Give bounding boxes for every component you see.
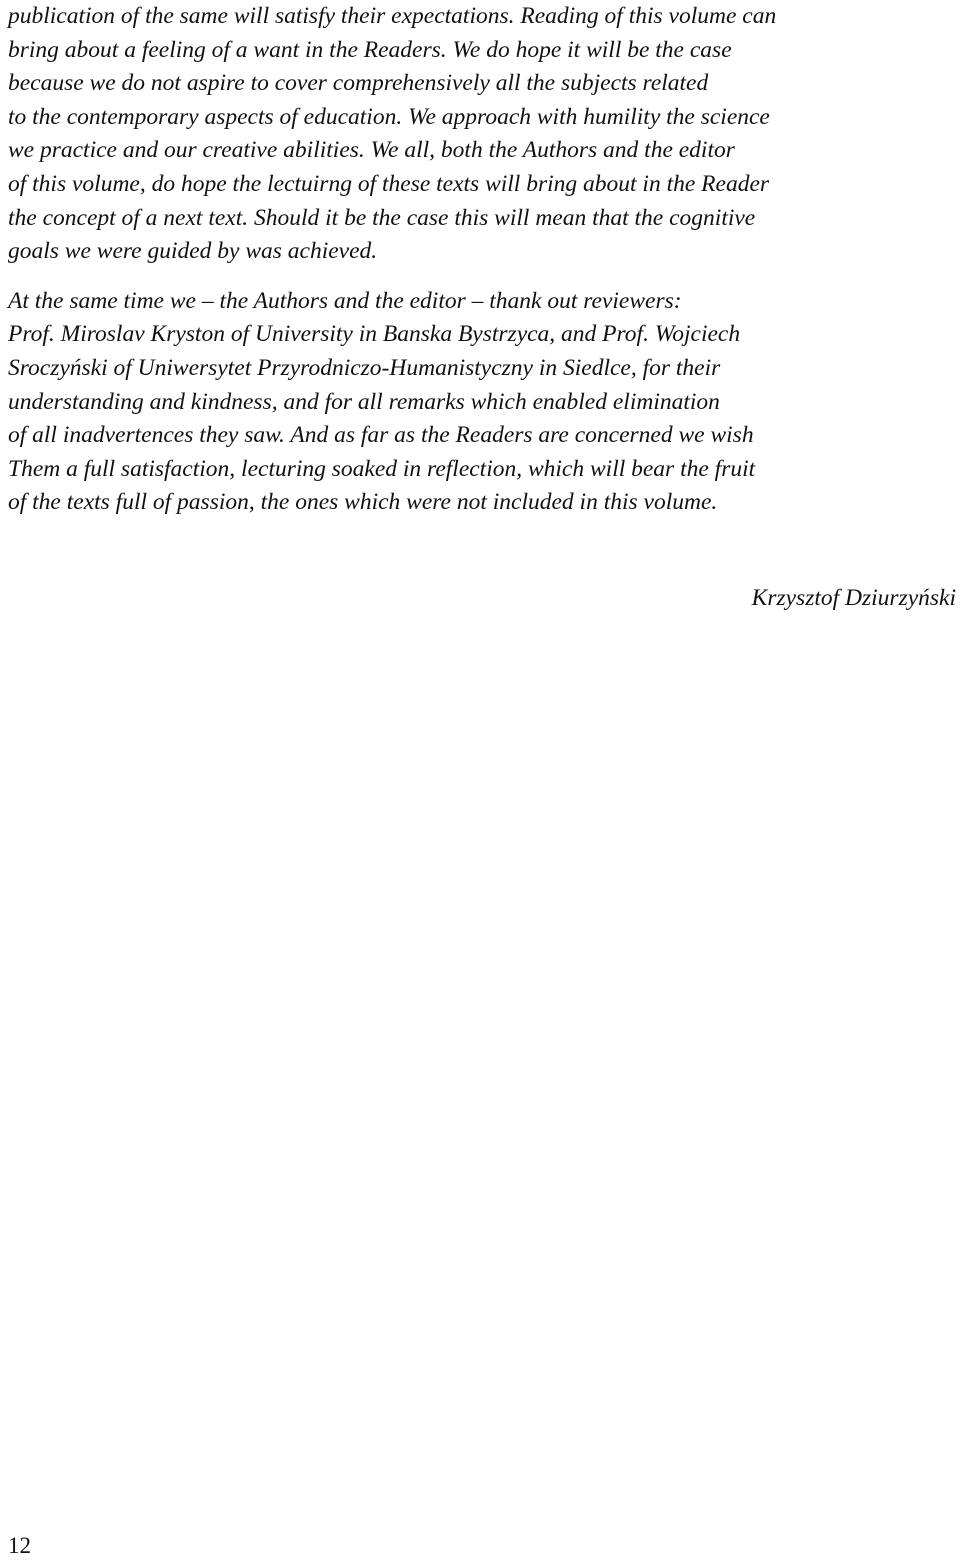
text-line: bring about a feeling of a want in the Readers. We do hope it will be the case bbox=[8, 36, 732, 63]
text-line: Sroczyński of Uniwersytet Przyrodniczo-Humanistyczny in Siedlce, for their bbox=[8, 354, 721, 381]
text-line: the concept of a next text. Should it be the case this will mean that the cognitive bbox=[8, 204, 756, 231]
editor-signature: Krzysztof Dziurzyński bbox=[751, 585, 956, 611]
document-body bbox=[8, 0, 948, 520]
text-line: of the texts full of passion, the ones which were not included in this volume. bbox=[8, 489, 718, 516]
text-line: At the same time we – the Authors and the editor – thank out reviewers: bbox=[8, 287, 682, 314]
text-line: of this volume, do hope the lectuirng of these texts will bring about in the Reader bbox=[8, 170, 770, 197]
paragraph-acknowledgements bbox=[8, 285, 948, 520]
text-line: because we do not aspire to cover comprehensively all the subjects related bbox=[8, 70, 709, 97]
text-line: we practice and our creative abilities. We all, both the Authors and the editor bbox=[8, 137, 735, 164]
text-line: understanding and kindness, and for all remarks which enabled elimination bbox=[8, 388, 720, 415]
text-line: to the contemporary aspects of education. We approach with humility the science bbox=[8, 103, 770, 130]
text-line: Them a full satisfaction, lecturing soaked in reflection, which will bear the fruit bbox=[8, 455, 756, 482]
paragraph-spacer bbox=[8, 269, 948, 285]
text-line: of all inadvertences they saw. And as far as the Readers are concerned we wish bbox=[8, 422, 754, 449]
text-line: publication of the same will satisfy their expectations. Reading of this volume can bbox=[8, 3, 777, 29]
paragraph-expectations bbox=[8, 0, 948, 269]
text-line: goals we were guided by was achieved. bbox=[8, 238, 378, 265]
text-line: Prof. Miroslav Kryston of University in Banska Bystrzyca, and Prof. Wojciech bbox=[8, 321, 741, 348]
page-number: 12 bbox=[8, 1533, 31, 1558]
